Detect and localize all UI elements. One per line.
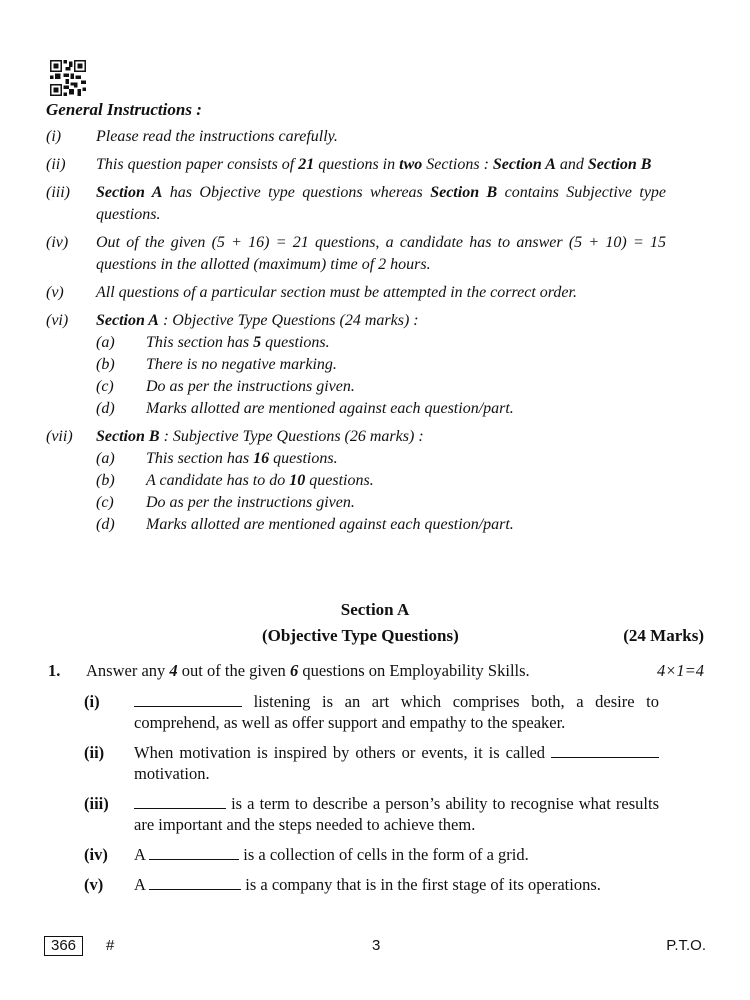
section-b-subitems [96, 448, 666, 536]
instruction-item [46, 126, 666, 148]
sub-item: (c) Do as per the instructions given. [96, 378, 355, 395]
instruction-num: (iv) [46, 234, 69, 251]
instruction-num: (i) [46, 128, 62, 145]
instruction-num: (vi) [46, 312, 69, 329]
instruction-text: Section A : Objective Type Questions (24 marks) : [96, 312, 419, 329]
option-item [84, 742, 659, 784]
option-text: is a term to describe a person’s ability to recognise what results are important and the steps needed to achieve them. [134, 794, 659, 834]
option-text: A is a collection of cells in the form of a grid. [134, 845, 529, 864]
instruction-text: Section A has Objective type questions whereas Section B contains Subjective type questions. [96, 184, 667, 223]
instruction-num: (iii) [46, 184, 70, 201]
option-text: listening is an art which comprises both, a desire to comprehend, as well as offer support and empathy to the speaker. [134, 692, 659, 732]
option-num: (v) [84, 875, 104, 894]
general-instructions [46, 96, 666, 536]
hash-mark: # [106, 937, 115, 954]
sub-item: (b) A candidate has to do 10 questions. [96, 472, 374, 489]
section-marks: (24 Marks) [623, 626, 704, 645]
pto-label: P.T.O. [666, 937, 706, 954]
instruction-item [46, 232, 666, 276]
answer-blank [149, 875, 241, 890]
instruction-num: (ii) [46, 156, 66, 173]
sub-item: (d) Marks allotted are mentioned against each question/part. [96, 400, 514, 417]
instruction-item [46, 310, 666, 332]
sub-item: (d) Marks allotted are mentioned against each question/part. [96, 516, 514, 533]
instruction-num: (v) [46, 284, 64, 301]
answer-blank [149, 845, 239, 860]
sub-item: (b) There is no negative marking. [96, 356, 337, 373]
option-text: A is a company that is in the first stage of its operations. [134, 875, 601, 894]
option-num: (ii) [84, 743, 105, 762]
section-title: Section A [340, 600, 410, 619]
option-num: (iii) [84, 794, 109, 813]
sub-item: (a) This section has 5 questions. [96, 334, 330, 351]
instruction-item [46, 426, 666, 448]
option-item [84, 691, 659, 733]
instruction-num: (vii) [46, 428, 73, 445]
option-num: (i) [84, 692, 100, 711]
instruction-text: Out of the given (5 + 16) = 21 questions, a candidate has to answer (5 + 10) = 15 questions in the allotted (maximum) time of 2 hours. [96, 234, 666, 273]
page-number: 3 [372, 937, 381, 954]
answer-blank [134, 692, 242, 707]
question-number: 1. [48, 661, 61, 680]
paper-code: 366 [44, 936, 83, 956]
instruction-item [46, 182, 666, 226]
option-item [84, 793, 659, 835]
instruction-text: Section B : Subjective Type Questions (26 marks) : [96, 428, 424, 445]
question-1-stem [48, 660, 704, 682]
option-text: When motivation is inspired by others or events, it is called motivation. [134, 742, 659, 784]
answer-blank [551, 743, 659, 758]
section-subtitle: (Objective Type Questions) [262, 626, 459, 645]
option-item [84, 874, 659, 895]
question-1 [48, 660, 704, 895]
sub-item: (c) Do as per the instructions given. [96, 494, 355, 511]
instruction-text: This question paper consists of 21 questions in two Sections : Section A and Section B [96, 156, 652, 173]
qr-code [50, 60, 86, 96]
instructions-title: General Instructions : [46, 100, 202, 119]
question-marks: 4×1=4 [656, 661, 704, 680]
option-item [84, 844, 659, 865]
instruction-text: Please read the instructions carefully. [96, 128, 338, 145]
option-num: (iv) [84, 845, 108, 864]
instruction-text: All questions of a particular section must be attempted in the correct order. [96, 284, 577, 301]
sub-item: (a) This section has 16 questions. [96, 450, 338, 467]
answer-blank [134, 794, 226, 809]
question-text: Answer any 4 out of the given 6 questions on Employability Skills. [86, 661, 530, 680]
section-a-subitems [96, 332, 666, 420]
instruction-item [46, 282, 666, 304]
instruction-item [46, 154, 666, 176]
